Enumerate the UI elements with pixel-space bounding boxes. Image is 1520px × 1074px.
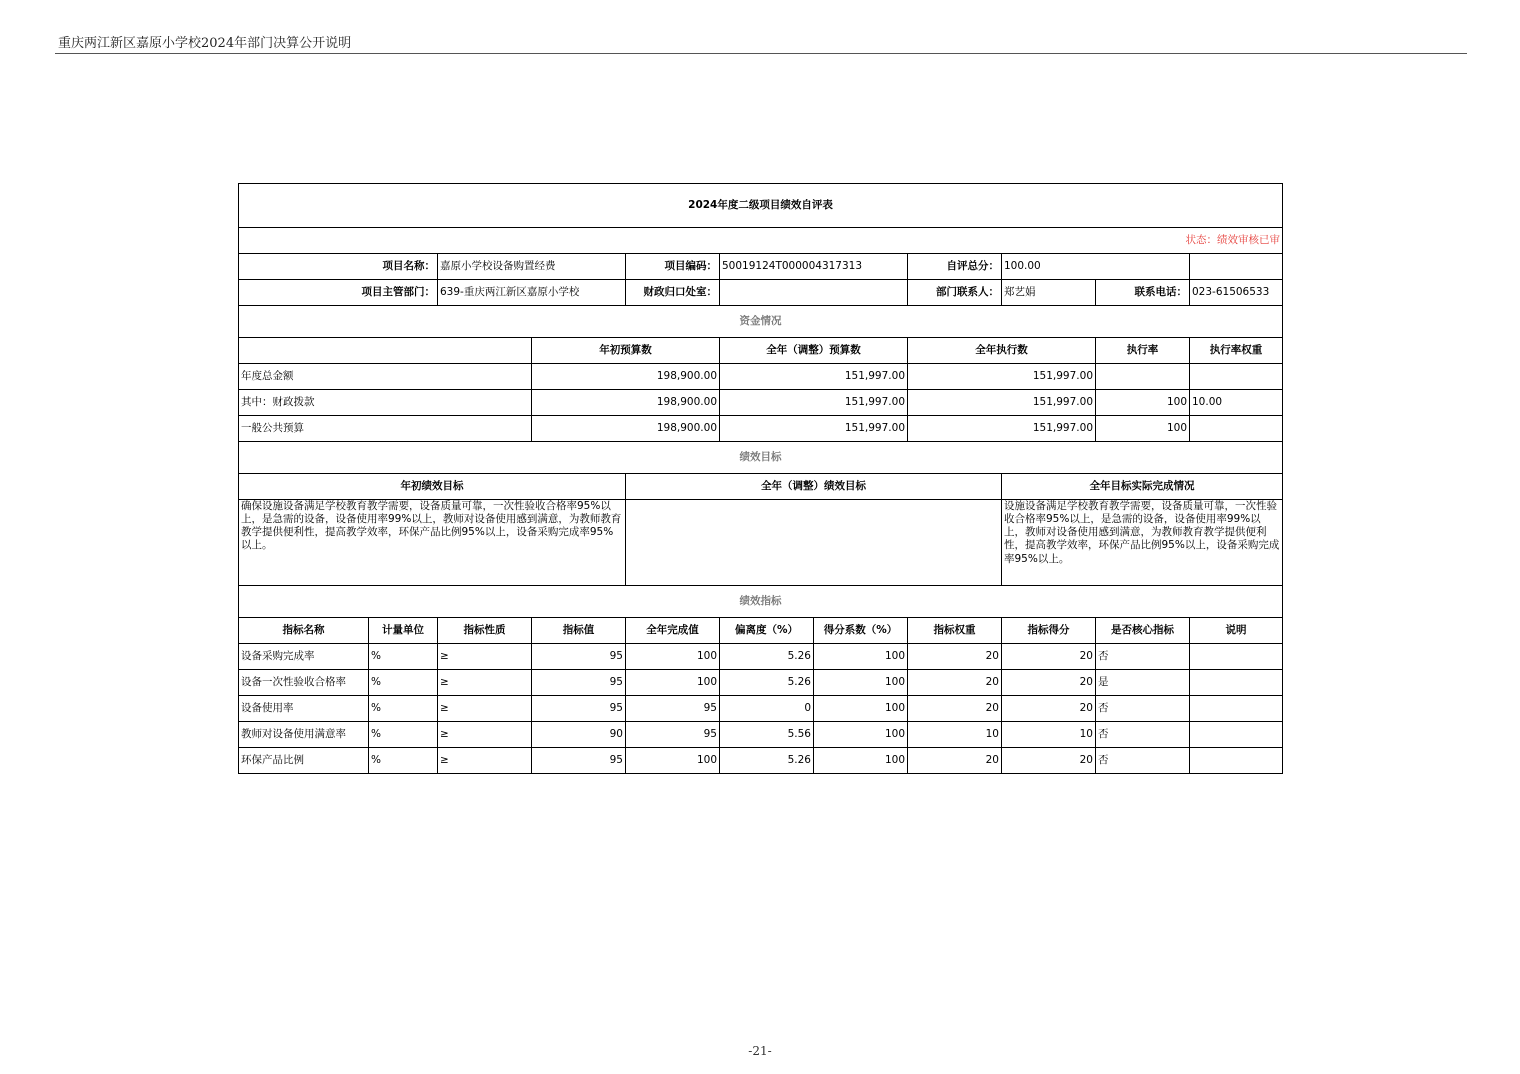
funds-row-weight	[1190, 416, 1283, 442]
ind-deviation: 5.26	[720, 670, 814, 696]
ind-core: 否	[1096, 696, 1190, 722]
ind-unit: %	[369, 670, 438, 696]
ind-header-core: 是否核心指标	[1096, 618, 1190, 644]
ind-header-deviation: 偏离度（%）	[720, 618, 814, 644]
ind-name: 环保产品比例	[239, 748, 369, 774]
ind-core: 否	[1096, 644, 1190, 670]
indicators-header-row	[239, 618, 1283, 644]
ind-header-target: 指标值	[532, 618, 626, 644]
funds-row-adjusted: 151,997.00	[720, 364, 908, 390]
ind-core: 否	[1096, 748, 1190, 774]
document-header-title: 重庆两江新区嘉原小学校2024年部门决算公开说明	[58, 36, 352, 51]
ind-score: 20	[1002, 696, 1096, 722]
ind-core: 是	[1096, 670, 1190, 696]
status-label: 状态：绩效审核已审	[239, 228, 1283, 254]
goals-adjusted-text	[626, 500, 1002, 586]
indicator-row	[239, 722, 1283, 748]
funds-row-executed: 151,997.00	[908, 416, 1096, 442]
ind-actual: 100	[626, 644, 720, 670]
ind-nature: ≥	[438, 748, 532, 774]
ind-score: 20	[1002, 670, 1096, 696]
funds-row	[239, 416, 1283, 442]
funds-header-executed: 全年执行数	[908, 338, 1096, 364]
funds-row	[239, 364, 1283, 390]
ind-name: 教师对设备使用满意率	[239, 722, 369, 748]
ind-note	[1190, 748, 1283, 774]
funds-header-name	[239, 338, 532, 364]
goals-actual-text: 设施设备满足学校教育教学需要，设备质量可靠，一次性验收合格率95%以上，是急需的设备，设备使用率99%以上，教师对设备使用感到满意，为教师教育教学提供便利性，提高教学效率，环保产品比例95%以上，设备采购完成率95%以上。	[1002, 500, 1283, 586]
goals-section-title: 绩效目标	[239, 442, 1283, 474]
indicator-row	[239, 748, 1283, 774]
dept-value: 639-重庆两江新区嘉原小学校	[438, 280, 626, 306]
ind-actual: 95	[626, 696, 720, 722]
ind-actual: 95	[626, 722, 720, 748]
goals-content-row	[239, 500, 1283, 586]
ind-unit: %	[369, 696, 438, 722]
ind-score: 20	[1002, 644, 1096, 670]
ind-note	[1190, 670, 1283, 696]
ind-name: 设备采购完成率	[239, 644, 369, 670]
ind-header-actual: 全年完成值	[626, 618, 720, 644]
funds-row-rate	[1096, 364, 1190, 390]
ind-coef: 100	[814, 696, 908, 722]
form-title: 2024年度二级项目绩效自评表	[239, 184, 1283, 228]
indicator-row	[239, 644, 1283, 670]
funds-row-executed: 151,997.00	[908, 364, 1096, 390]
ind-coef: 100	[814, 722, 908, 748]
ind-deviation: 5.26	[720, 644, 814, 670]
funds-row-rate: 100	[1096, 416, 1190, 442]
info-row-1	[239, 254, 1283, 280]
ind-header-name: 指标名称	[239, 618, 369, 644]
ind-note	[1190, 644, 1283, 670]
ind-core: 否	[1096, 722, 1190, 748]
ind-actual: 100	[626, 670, 720, 696]
page-number: -21-	[748, 1044, 772, 1058]
ind-deviation: 5.56	[720, 722, 814, 748]
ind-nature: ≥	[438, 696, 532, 722]
empty-cell	[1190, 254, 1283, 280]
ind-note	[1190, 696, 1283, 722]
ind-nature: ≥	[438, 722, 532, 748]
goals-header-row	[239, 474, 1283, 500]
ind-weight: 20	[908, 644, 1002, 670]
ind-nature: ≥	[438, 670, 532, 696]
ind-coef: 100	[814, 748, 908, 774]
goals-initial-text: 确保设施设备满足学校教育教学需要，设备质量可靠，一次性验收合格率95%以上，是急需的设备，设备使用率99%以上，教师对设备使用感到满意，为教师教育教学提供便利性，提高教学效率，环保产品比例95%以上，设备采购完成率95%以上。	[239, 500, 626, 586]
ind-header-coef: 得分系数（%）	[814, 618, 908, 644]
contact-label: 部门联系人：	[908, 280, 1002, 306]
funds-row-rate: 100	[1096, 390, 1190, 416]
contact-value: 郑艺娟	[1002, 280, 1096, 306]
ind-name: 设备使用率	[239, 696, 369, 722]
project-name-value: 嘉原小学校设备购置经费	[438, 254, 626, 280]
funds-row-initial: 198,900.00	[532, 416, 720, 442]
ind-weight: 20	[908, 748, 1002, 774]
funds-row-adjusted: 151,997.00	[720, 390, 908, 416]
info-row-2	[239, 280, 1283, 306]
ind-score: 10	[1002, 722, 1096, 748]
ind-header-score: 指标得分	[1002, 618, 1096, 644]
ind-unit: %	[369, 748, 438, 774]
ind-target: 95	[532, 748, 626, 774]
funds-section-title: 资金情况	[239, 306, 1283, 338]
goals-header-adjusted: 全年（调整）绩效目标	[626, 474, 1002, 500]
ind-nature: ≥	[438, 644, 532, 670]
ind-header-weight: 指标权重	[908, 618, 1002, 644]
ind-target: 95	[532, 696, 626, 722]
ind-deviation: 5.26	[720, 748, 814, 774]
ind-target: 95	[532, 670, 626, 696]
dept-label: 项目主管部门：	[239, 280, 438, 306]
ind-deviation: 0	[720, 696, 814, 722]
funds-row-weight	[1190, 364, 1283, 390]
indicators-section-title: 绩效指标	[239, 586, 1283, 618]
self-score-label: 自评总分：	[908, 254, 1002, 280]
ind-unit: %	[369, 644, 438, 670]
ind-actual: 100	[626, 748, 720, 774]
project-code-value: 50019124T000004317313	[720, 254, 908, 280]
ind-target: 95	[532, 644, 626, 670]
funds-row-initial: 198,900.00	[532, 364, 720, 390]
phone-value: 023-61506533	[1190, 280, 1283, 306]
funds-row-name: 一般公共预算	[239, 416, 532, 442]
phone-label: 联系电话：	[1096, 280, 1190, 306]
goals-header-actual: 全年目标实际完成情况	[1002, 474, 1283, 500]
ind-weight: 20	[908, 670, 1002, 696]
header-divider	[55, 53, 1467, 54]
indicator-row	[239, 670, 1283, 696]
finance-value	[720, 280, 908, 306]
funds-row-executed: 151,997.00	[908, 390, 1096, 416]
ind-note	[1190, 722, 1283, 748]
funds-row-initial: 198,900.00	[532, 390, 720, 416]
self-score-value: 100.00	[1002, 254, 1190, 280]
funds-header-adjusted: 全年（调整）预算数	[720, 338, 908, 364]
finance-label: 财政归口处室：	[626, 280, 720, 306]
ind-header-note: 说明	[1190, 618, 1283, 644]
project-code-label: 项目编码：	[626, 254, 720, 280]
funds-header-weight: 执行率权重	[1190, 338, 1283, 364]
ind-unit: %	[369, 722, 438, 748]
ind-header-nature: 指标性质	[438, 618, 532, 644]
funds-row-name: 年度总金额	[239, 364, 532, 390]
performance-evaluation-table	[238, 183, 1283, 774]
ind-header-unit: 计量单位	[369, 618, 438, 644]
indicator-row	[239, 696, 1283, 722]
project-name-label: 项目名称：	[239, 254, 438, 280]
ind-weight: 10	[908, 722, 1002, 748]
ind-score: 20	[1002, 748, 1096, 774]
goals-header-initial: 年初绩效目标	[239, 474, 626, 500]
ind-name: 设备一次性验收合格率	[239, 670, 369, 696]
ind-target: 90	[532, 722, 626, 748]
funds-header-row	[239, 338, 1283, 364]
funds-row-name: 其中：财政拨款	[239, 390, 532, 416]
ind-coef: 100	[814, 644, 908, 670]
funds-row	[239, 390, 1283, 416]
funds-header-rate: 执行率	[1096, 338, 1190, 364]
funds-row-adjusted: 151,997.00	[720, 416, 908, 442]
funds-header-initial: 年初预算数	[532, 338, 720, 364]
ind-weight: 20	[908, 696, 1002, 722]
funds-row-weight: 10.00	[1190, 390, 1283, 416]
ind-coef: 100	[814, 670, 908, 696]
